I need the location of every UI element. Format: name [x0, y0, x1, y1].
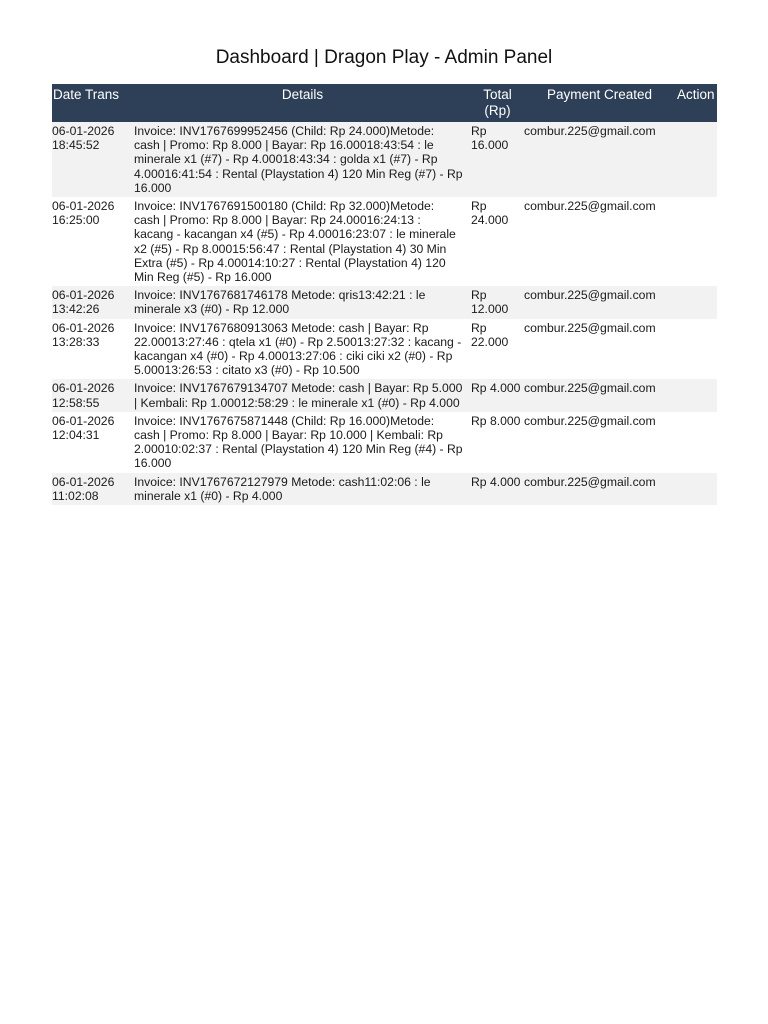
table-header [52, 84, 717, 122]
table-row [52, 412, 717, 473]
cell-details: Invoice: INV1767679134707 Metode: cash | Bayar: Rp 5.000 | Kembali: Rp 1.00012:58:29 : le minerale x1 (#0) - Rp 4.000 [134, 379, 471, 411]
cell-details: Invoice: INV1767675871448 (Child: Rp 16.000)Metode: cash | Promo: Rp 8.000 | Bayar: Rp 10.000 | Kembali: Rp 2.00010:02:37 : Rental (Playstation 4) 120 Min Reg (#4) - Rp 16.000 [134, 412, 471, 473]
cell-date-trans: 06-01-2026 13:42:26 [52, 286, 134, 318]
column-header-total: Total (Rp) [471, 84, 524, 122]
cell-date-trans: 06-01-2026 12:58:55 [52, 379, 134, 411]
cell-action [675, 379, 717, 411]
cell-payment-created: combur.225@gmail.com [524, 197, 675, 286]
cell-total: Rp 8.000 [471, 412, 524, 473]
cell-details: Invoice: INV1767680913063 Metode: cash | Bayar: Rp 22.00013:27:46 : qtela x1 (#0) - Rp 2.50013:27:32 : kacang - kacangan x4 (#0) - Rp 4.00013:27:06 : ciki ciki x2 (#0) - Rp 5.00013:26:53 : citato x3 (#0) - Rp 10.500 [134, 319, 471, 380]
cell-action [675, 286, 717, 318]
cell-total: Rp 4.000 [471, 473, 524, 505]
table-header-row [52, 84, 717, 122]
cell-payment-created: combur.225@gmail.com [524, 319, 675, 380]
cell-date-trans: 06-01-2026 13:28:33 [52, 319, 134, 380]
cell-payment-created: combur.225@gmail.com [524, 473, 675, 505]
cell-action [675, 122, 717, 197]
table-row [52, 122, 717, 197]
page-title: Dashboard | Dragon Play - Admin Panel [215, 47, 553, 68]
cell-payment-created: combur.225@gmail.com [524, 286, 675, 318]
cell-details: Invoice: INV1767699952456 (Child: Rp 24.000)Metode: cash | Promo: Rp 8.000 | Bayar: Rp 16.00018:43:54 : le minerale x1 (#7) - Rp 4.00018:43:34 : golda x1 (#7) - Rp 4.00016:41:54 : Rental (Playstation 4) 120 Min Reg (#7) - Rp 16.000 [134, 122, 471, 197]
column-header-payment-created: Payment Created [524, 84, 675, 122]
cell-total: Rp 12.000 [471, 286, 524, 318]
transactions-table [52, 84, 717, 505]
cell-payment-created: combur.225@gmail.com [524, 412, 675, 473]
cell-details: Invoice: INV1767691500180 (Child: Rp 32.000)Metode: cash | Promo: Rp 8.000 | Bayar: Rp 24.00016:24:13 : kacang - kacangan x4 (#5) - Rp 4.00016:23:07 : le minerale x2 (#5) - Rp 8.00015:56:47 : Rental (Playstation 4) 30 Min Extra (#5) - Rp 4.00014:10:27 : Rental (Playstation 4) 120 Min Reg (#5) - Rp 16.000 [134, 197, 471, 286]
table-row [52, 379, 717, 411]
column-header-action: Action [675, 84, 717, 122]
cell-action [675, 197, 717, 286]
cell-total: Rp 24.000 [471, 197, 524, 286]
cell-total: Rp 22.000 [471, 319, 524, 380]
cell-date-trans: 06-01-2026 11:02:08 [52, 473, 134, 505]
table-row [52, 319, 717, 380]
table-row [52, 473, 717, 505]
cell-date-trans: 06-01-2026 16:25:00 [52, 197, 134, 286]
column-header-details: Details [134, 84, 471, 122]
cell-payment-created: combur.225@gmail.com [524, 122, 675, 197]
cell-total: Rp 4.000 [471, 379, 524, 411]
cell-action [675, 473, 717, 505]
table-body [52, 122, 717, 505]
table-row [52, 197, 717, 286]
cell-details: Invoice: INV1767672127979 Metode: cash11:02:06 : le minerale x1 (#0) - Rp 4.000 [134, 473, 471, 505]
cell-details: Invoice: INV1767681746178 Metode: qris13:42:21 : le minerale x3 (#0) - Rp 12.000 [134, 286, 471, 318]
cell-total: Rp 16.000 [471, 122, 524, 197]
cell-action [675, 412, 717, 473]
cell-payment-created: combur.225@gmail.com [524, 379, 675, 411]
cell-action [675, 319, 717, 380]
table-row [52, 286, 717, 318]
cell-date-trans: 06-01-2026 12:04:31 [52, 412, 134, 473]
column-header-date-trans: Date Trans [52, 84, 134, 122]
cell-date-trans: 06-01-2026 18:45:52 [52, 122, 134, 197]
